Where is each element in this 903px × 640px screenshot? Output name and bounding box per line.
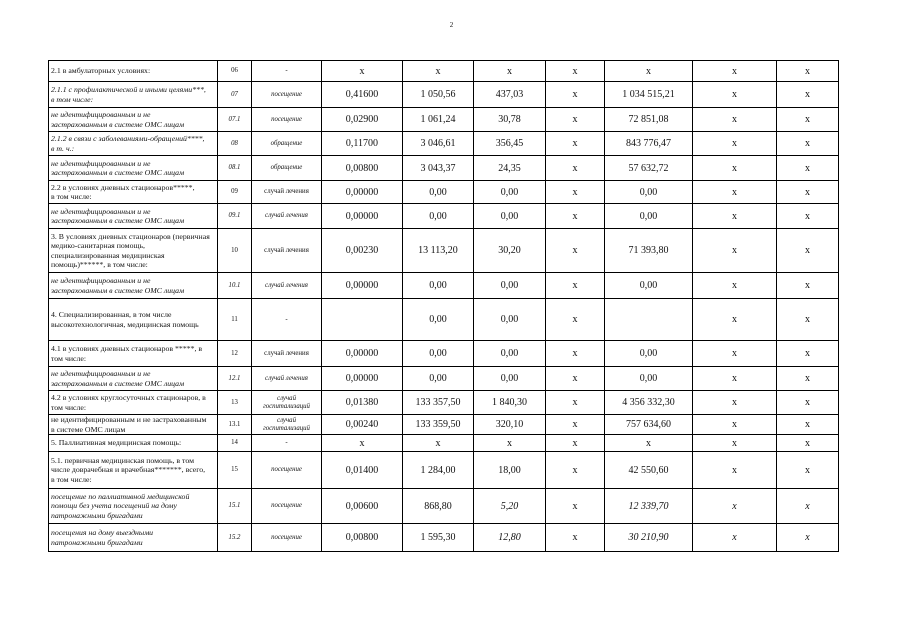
value-col-5: 133 359,50 <box>403 415 474 435</box>
line-code: 13 <box>218 391 252 415</box>
line-code: 11 <box>218 299 252 341</box>
unit-of-measure: случай госпитализаций <box>252 391 322 415</box>
value-col-9: x <box>693 524 777 552</box>
value-col-4: x <box>322 61 403 82</box>
table-body <box>49 61 839 552</box>
value-col-4: 0,01400 <box>322 452 403 489</box>
value-col-4: 0,00000 <box>322 367 403 391</box>
line-code: 07.1 <box>218 108 252 132</box>
value-col-5: 0,00 <box>403 299 474 341</box>
value-col-4: 0,02900 <box>322 108 403 132</box>
value-col-10: x <box>777 341 839 367</box>
value-col-7: x <box>546 181 605 204</box>
value-col-6: 18,00 <box>474 452 546 489</box>
row-label: не идентифицированным и не застрахованным в системе ОМС лицам <box>49 273 218 299</box>
value-col-7: x <box>546 229 605 273</box>
unit-of-measure: случай лечения <box>252 341 322 367</box>
table-row <box>49 524 839 552</box>
value-col-6: x <box>474 61 546 82</box>
value-col-6: 0,00 <box>474 341 546 367</box>
value-col-7: x <box>546 415 605 435</box>
line-code: 09 <box>218 181 252 204</box>
value-col-10: x <box>777 299 839 341</box>
value-col-6: 0,00 <box>474 299 546 341</box>
row-label: посещение по паллиативной медицинской помощи без учета посещений на дому патронажными бригадами <box>49 489 218 524</box>
table-row <box>49 61 839 82</box>
value-col-8: 0,00 <box>605 367 693 391</box>
unit-of-measure: - <box>252 435 322 452</box>
unit-of-measure: случай лечения <box>252 273 322 299</box>
table-row <box>49 341 839 367</box>
row-label: 4.1 в условиях дневных стационаров *****, в том числе: <box>49 341 218 367</box>
value-col-10: x <box>777 229 839 273</box>
value-col-5: 0,00 <box>403 204 474 229</box>
value-col-4: 0,00800 <box>322 524 403 552</box>
value-col-6: 0,00 <box>474 367 546 391</box>
value-col-10: x <box>777 181 839 204</box>
unit-of-measure: обращение <box>252 156 322 181</box>
row-label: 2.1.1 с профилактической и иными целями***, в том числе: <box>49 82 218 108</box>
value-col-10: x <box>777 61 839 82</box>
value-col-10: x <box>777 273 839 299</box>
value-col-8: 30 210,90 <box>605 524 693 552</box>
value-col-5: 1 061,24 <box>403 108 474 132</box>
value-col-6: 5,20 <box>474 489 546 524</box>
value-col-5: 3 046,61 <box>403 132 474 156</box>
unit-of-measure: случай лечения <box>252 181 322 204</box>
value-col-10: x <box>777 391 839 415</box>
value-col-7: x <box>546 299 605 341</box>
table-row <box>49 204 839 229</box>
value-col-4: 0,01380 <box>322 391 403 415</box>
value-col-9: x <box>693 489 777 524</box>
line-code: 12 <box>218 341 252 367</box>
value-col-4: 0,00000 <box>322 273 403 299</box>
value-col-10: x <box>777 367 839 391</box>
value-col-7: x <box>546 435 605 452</box>
value-col-9: x <box>693 204 777 229</box>
value-col-10: x <box>777 489 839 524</box>
value-col-8: 12 339,70 <box>605 489 693 524</box>
value-col-6: 356,45 <box>474 132 546 156</box>
line-code: 06 <box>218 61 252 82</box>
value-col-7: x <box>546 341 605 367</box>
value-col-9: x <box>693 229 777 273</box>
value-col-9: x <box>693 299 777 341</box>
value-col-6: 0,00 <box>474 204 546 229</box>
value-col-9: x <box>693 61 777 82</box>
row-label: 2.2 в условиях дневных стационаров*****, в том числе: <box>49 181 218 204</box>
value-col-8: 0,00 <box>605 204 693 229</box>
value-col-8: 0,00 <box>605 273 693 299</box>
unit-of-measure: посещение <box>252 489 322 524</box>
row-label: 2.1.2 в связи с заболеваниями-обращений****, в т. ч.: <box>49 132 218 156</box>
value-col-6: 437,03 <box>474 82 546 108</box>
value-col-8: 42 550,60 <box>605 452 693 489</box>
unit-of-measure: посещение <box>252 524 322 552</box>
value-col-5: 0,00 <box>403 273 474 299</box>
value-col-5: 1 050,56 <box>403 82 474 108</box>
value-col-8: 57 632,72 <box>605 156 693 181</box>
value-col-7: x <box>546 524 605 552</box>
row-label: не идентифицированным и не застрахованным в системе ОМС лицам <box>49 204 218 229</box>
value-col-9: x <box>693 415 777 435</box>
value-col-9: x <box>693 435 777 452</box>
line-code: 09.1 <box>218 204 252 229</box>
table-row <box>49 452 839 489</box>
data-table <box>48 60 839 552</box>
line-code: 15.1 <box>218 489 252 524</box>
row-label: посещения на дому выездными патронажными бригадами <box>49 524 218 552</box>
value-col-5: x <box>403 435 474 452</box>
unit-of-measure: случай лечения <box>252 367 322 391</box>
value-col-7: x <box>546 108 605 132</box>
value-col-10: x <box>777 82 839 108</box>
value-col-5: 1 284,00 <box>403 452 474 489</box>
unit-of-measure: - <box>252 61 322 82</box>
table-row <box>49 273 839 299</box>
row-label: 5.1. первичная медицинская помощь, в том числе доврачебная и врачебная*******, всего, в том числе: <box>49 452 218 489</box>
value-col-8: 0,00 <box>605 341 693 367</box>
value-col-10: x <box>777 435 839 452</box>
value-col-9: x <box>693 367 777 391</box>
value-col-4: 0,00240 <box>322 415 403 435</box>
value-col-6: 12,80 <box>474 524 546 552</box>
value-col-4: x <box>322 435 403 452</box>
value-col-4: 0,00230 <box>322 229 403 273</box>
value-col-8: 72 851,08 <box>605 108 693 132</box>
value-col-8: x <box>605 61 693 82</box>
value-col-6: 30,78 <box>474 108 546 132</box>
unit-of-measure: - <box>252 299 322 341</box>
line-code: 15.2 <box>218 524 252 552</box>
table-row <box>49 108 839 132</box>
unit-of-measure: посещение <box>252 108 322 132</box>
value-col-9: x <box>693 156 777 181</box>
value-col-6: 320,10 <box>474 415 546 435</box>
value-col-7: x <box>546 489 605 524</box>
value-col-8: 1 034 515,21 <box>605 82 693 108</box>
line-code: 14 <box>218 435 252 452</box>
table-row <box>49 82 839 108</box>
value-col-8 <box>605 299 693 341</box>
unit-of-measure: случай лечения <box>252 204 322 229</box>
row-label: не идентифицированным и не застрахованным в системе ОМС лицам <box>49 156 218 181</box>
value-col-4: 0,00800 <box>322 156 403 181</box>
row-label: 3. В условиях дневных стационаров (первичная медико-санитарная помощь, специализированная медицинская помощь)******, в том числе: <box>49 229 218 273</box>
value-col-10: x <box>777 108 839 132</box>
value-col-4: 0,41600 <box>322 82 403 108</box>
line-code: 10.1 <box>218 273 252 299</box>
unit-of-measure: посещение <box>252 452 322 489</box>
value-col-5: 0,00 <box>403 341 474 367</box>
value-col-9: x <box>693 181 777 204</box>
value-col-4: 0,11700 <box>322 132 403 156</box>
value-col-5: 0,00 <box>403 181 474 204</box>
value-col-9: x <box>693 273 777 299</box>
value-col-6: x <box>474 435 546 452</box>
value-col-4 <box>322 299 403 341</box>
value-col-9: x <box>693 452 777 489</box>
value-col-7: x <box>546 132 605 156</box>
value-col-5: 0,00 <box>403 367 474 391</box>
value-col-6: 1 840,30 <box>474 391 546 415</box>
value-col-7: x <box>546 273 605 299</box>
value-col-5: 133 357,50 <box>403 391 474 415</box>
value-col-8: 71 393,80 <box>605 229 693 273</box>
value-col-7: x <box>546 61 605 82</box>
value-col-10: x <box>777 415 839 435</box>
value-col-5: 13 113,20 <box>403 229 474 273</box>
line-code: 13.1 <box>218 415 252 435</box>
table-row <box>49 415 839 435</box>
table-row <box>49 132 839 156</box>
line-code: 10 <box>218 229 252 273</box>
value-col-7: x <box>546 82 605 108</box>
value-col-4: 0,00600 <box>322 489 403 524</box>
value-col-9: x <box>693 391 777 415</box>
row-label: 5. Паллиативная медицинская помощь: <box>49 435 218 452</box>
value-col-9: x <box>693 132 777 156</box>
table-row <box>49 181 839 204</box>
unit-of-measure: случай лечения <box>252 229 322 273</box>
table-row <box>49 367 839 391</box>
table-row <box>49 391 839 415</box>
value-col-6: 24,35 <box>474 156 546 181</box>
row-label: 4. Специализированная, в том числе высокотехнологичная, медицинская помощь <box>49 299 218 341</box>
value-col-9: x <box>693 82 777 108</box>
value-col-7: x <box>546 204 605 229</box>
unit-of-measure: случай госпитализаций <box>252 415 322 435</box>
unit-of-measure: посещение <box>252 82 322 108</box>
value-col-8: 0,00 <box>605 181 693 204</box>
value-col-4: 0,00000 <box>322 341 403 367</box>
value-col-6: 0,00 <box>474 273 546 299</box>
line-code: 08.1 <box>218 156 252 181</box>
value-col-5: 1 595,30 <box>403 524 474 552</box>
row-label: не идентифицированным и не застрахованным в системе ОМС лицам <box>49 367 218 391</box>
value-col-4: 0,00000 <box>322 181 403 204</box>
table-row <box>49 156 839 181</box>
value-col-10: x <box>777 204 839 229</box>
value-col-9: x <box>693 108 777 132</box>
table-row <box>49 229 839 273</box>
row-label: не идентифицированным и не застрахованным в системе ОМС лицам <box>49 415 218 435</box>
value-col-6: 30,20 <box>474 229 546 273</box>
table-row <box>49 489 839 524</box>
value-col-5: x <box>403 61 474 82</box>
value-col-10: x <box>777 156 839 181</box>
value-col-8: 4 356 332,30 <box>605 391 693 415</box>
value-col-8: x <box>605 435 693 452</box>
value-col-9: x <box>693 341 777 367</box>
row-label: 2.1 в амбулаторных условиях: <box>49 61 218 82</box>
row-label: не идентифицированным и не застрахованным в системе ОМС лицам <box>49 108 218 132</box>
value-col-7: x <box>546 391 605 415</box>
value-col-5: 868,80 <box>403 489 474 524</box>
table-row <box>49 435 839 452</box>
value-col-8: 757 634,60 <box>605 415 693 435</box>
unit-of-measure: обращение <box>252 132 322 156</box>
line-code: 07 <box>218 82 252 108</box>
value-col-10: x <box>777 524 839 552</box>
line-code: 15 <box>218 452 252 489</box>
value-col-7: x <box>546 367 605 391</box>
line-code: 12.1 <box>218 367 252 391</box>
value-col-8: 843 776,47 <box>605 132 693 156</box>
table-row <box>49 299 839 341</box>
value-col-6: 0,00 <box>474 181 546 204</box>
page-number: 2 <box>449 21 454 29</box>
value-col-7: x <box>546 156 605 181</box>
value-col-10: x <box>777 452 839 489</box>
value-col-4: 0,00000 <box>322 204 403 229</box>
line-code: 08 <box>218 132 252 156</box>
row-label: 4.2 в условиях круглосуточных стационаров, в том числе: <box>49 391 218 415</box>
value-col-10: x <box>777 132 839 156</box>
value-col-7: x <box>546 452 605 489</box>
value-col-5: 3 043,37 <box>403 156 474 181</box>
